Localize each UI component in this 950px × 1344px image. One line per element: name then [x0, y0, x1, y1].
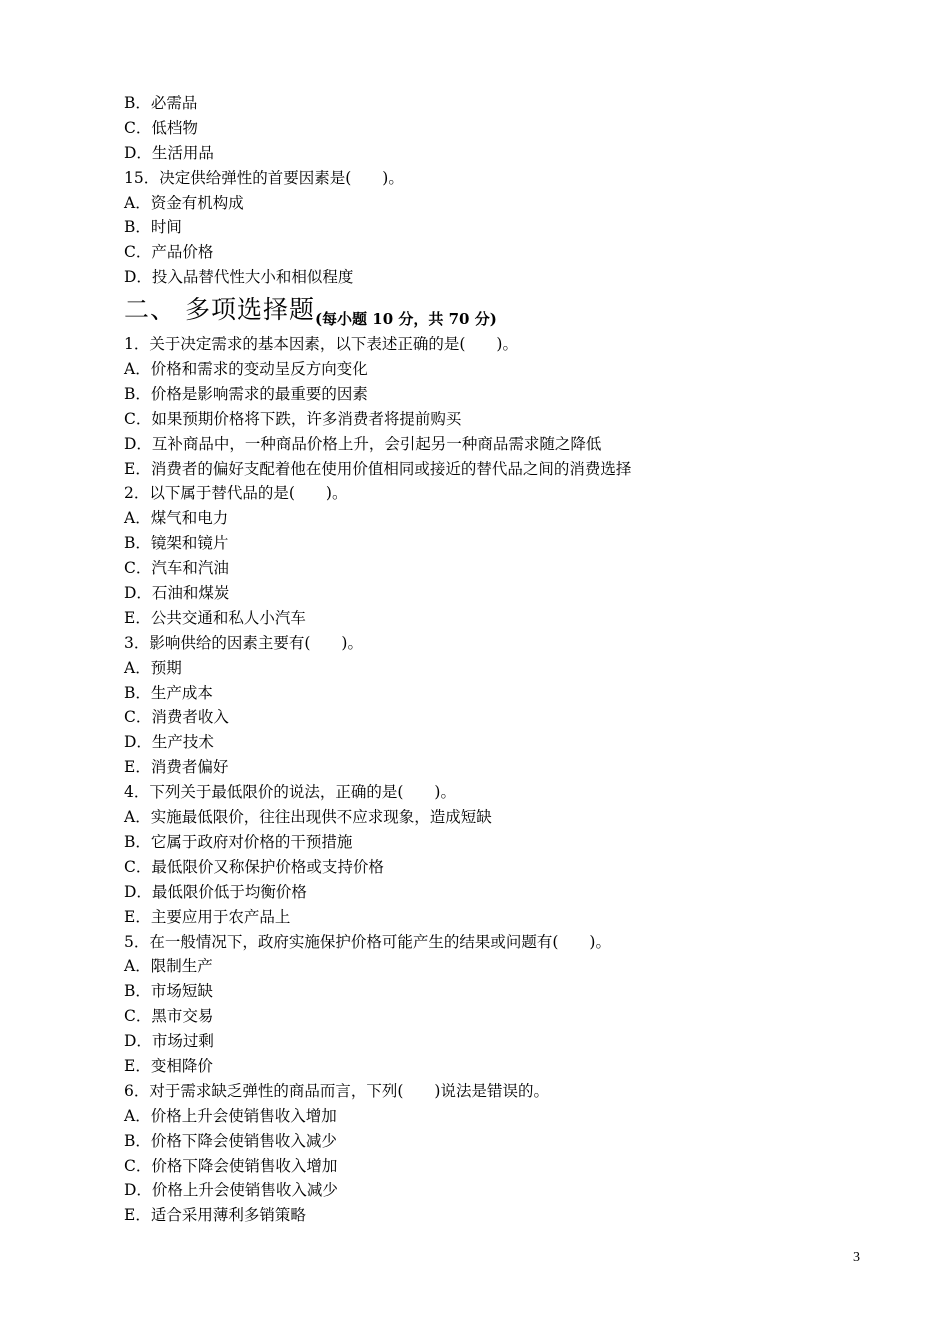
text-line: C．产品价格: [124, 243, 214, 262]
text-line: 4．下列关于最低限价的说法，正确的是( )。: [124, 783, 456, 802]
text-line: D．生活用品: [124, 143, 214, 162]
text-line: A．资金有机构成: [124, 193, 244, 212]
text-line: D．生产技术: [124, 733, 214, 752]
text-line: B．时间: [124, 218, 182, 237]
text-line: 3．影响供给的因素主要有( )。: [124, 633, 363, 652]
section-note: (每小题 10 分，共 70 分): [314, 310, 497, 329]
text-line: 1．关于决定需求的基本因素，以下表述正确的是( )。: [124, 335, 518, 354]
text-line: 2．以下属于替代品的是( )。: [124, 484, 348, 503]
text-line: D．市场过剩: [124, 1032, 214, 1051]
text-line: B．价格是影响需求的最重要的因素: [124, 384, 368, 403]
text-line: C．黑市交易: [124, 1007, 214, 1026]
text-line: C．消费者收入: [124, 708, 229, 727]
text-line: 15．决定供给弹性的首要因素是( )。: [124, 168, 404, 187]
text-line: C．汽车和汽油: [124, 559, 229, 578]
text-line: E．主要应用于农产品上: [124, 907, 291, 926]
question-lines: [124, 332, 884, 1228]
text-line: B．市场短缺: [124, 982, 213, 1001]
text-line: D．最低限价低于均衡价格: [124, 882, 307, 901]
text-line: D．投入品替代性大小和相似程度: [124, 268, 354, 287]
text-line: C．价格下降会使销售收入增加: [124, 1156, 338, 1175]
text-line: E．变相降价: [124, 1056, 213, 1075]
text-line: C．低档物: [124, 118, 198, 137]
text-line: A．煤气和电力: [124, 509, 229, 528]
top-lines: [124, 91, 884, 290]
text-line: D．互补商品中，一种商品价格上升，会引起另一种商品需求随之降低: [124, 434, 602, 453]
text-line: C．最低限价又称保护价格或支持价格: [124, 857, 384, 876]
text-line: B．镜架和镜片: [124, 534, 229, 553]
text-line: C．如果预期价格将下跌，许多消费者将提前购买: [124, 409, 462, 428]
text-line: B．生产成本: [124, 683, 213, 702]
text-line: E．消费者的偏好支配着他在使用价值相同或接近的替代品之间的消费选择: [124, 459, 632, 478]
text-line: A．价格和需求的变动呈反方向变化: [124, 360, 368, 379]
page-number: 3: [853, 1250, 860, 1265]
text-line: D．石油和煤炭: [124, 584, 230, 603]
text-line: B．必需品: [124, 94, 198, 112]
text-line: B．它属于政府对价格的干预措施: [124, 832, 353, 851]
section-heading: [124, 286, 884, 334]
text-line: 6．对于需求缺乏弹性的商品而言，下列( )说法是错误的。: [124, 1081, 549, 1100]
text-body: [124, 91, 884, 1228]
text-line: E．公共交通和私人小汽车: [124, 608, 306, 627]
text-line: A．价格上升会使销售收入增加: [124, 1106, 337, 1125]
text-line: B．价格下降会使销售收入减少: [124, 1131, 337, 1150]
text-line: A．实施最低限价，往往出现供不应求现象，造成短缺: [124, 808, 492, 827]
text-line: 5．在一般情况下，政府实施保护价格可能产生的结果或问题有( )。: [124, 932, 611, 951]
text-line: A．预期: [124, 658, 182, 677]
text-line: E．消费者偏好: [124, 758, 229, 777]
text-line: A．限制生产: [124, 957, 213, 976]
section-title: 二、 多项选择题: [124, 295, 315, 325]
text-line: D．价格上升会使销售收入减少: [124, 1181, 338, 1200]
text-line: E．适合采用薄利多销策略: [124, 1206, 306, 1225]
